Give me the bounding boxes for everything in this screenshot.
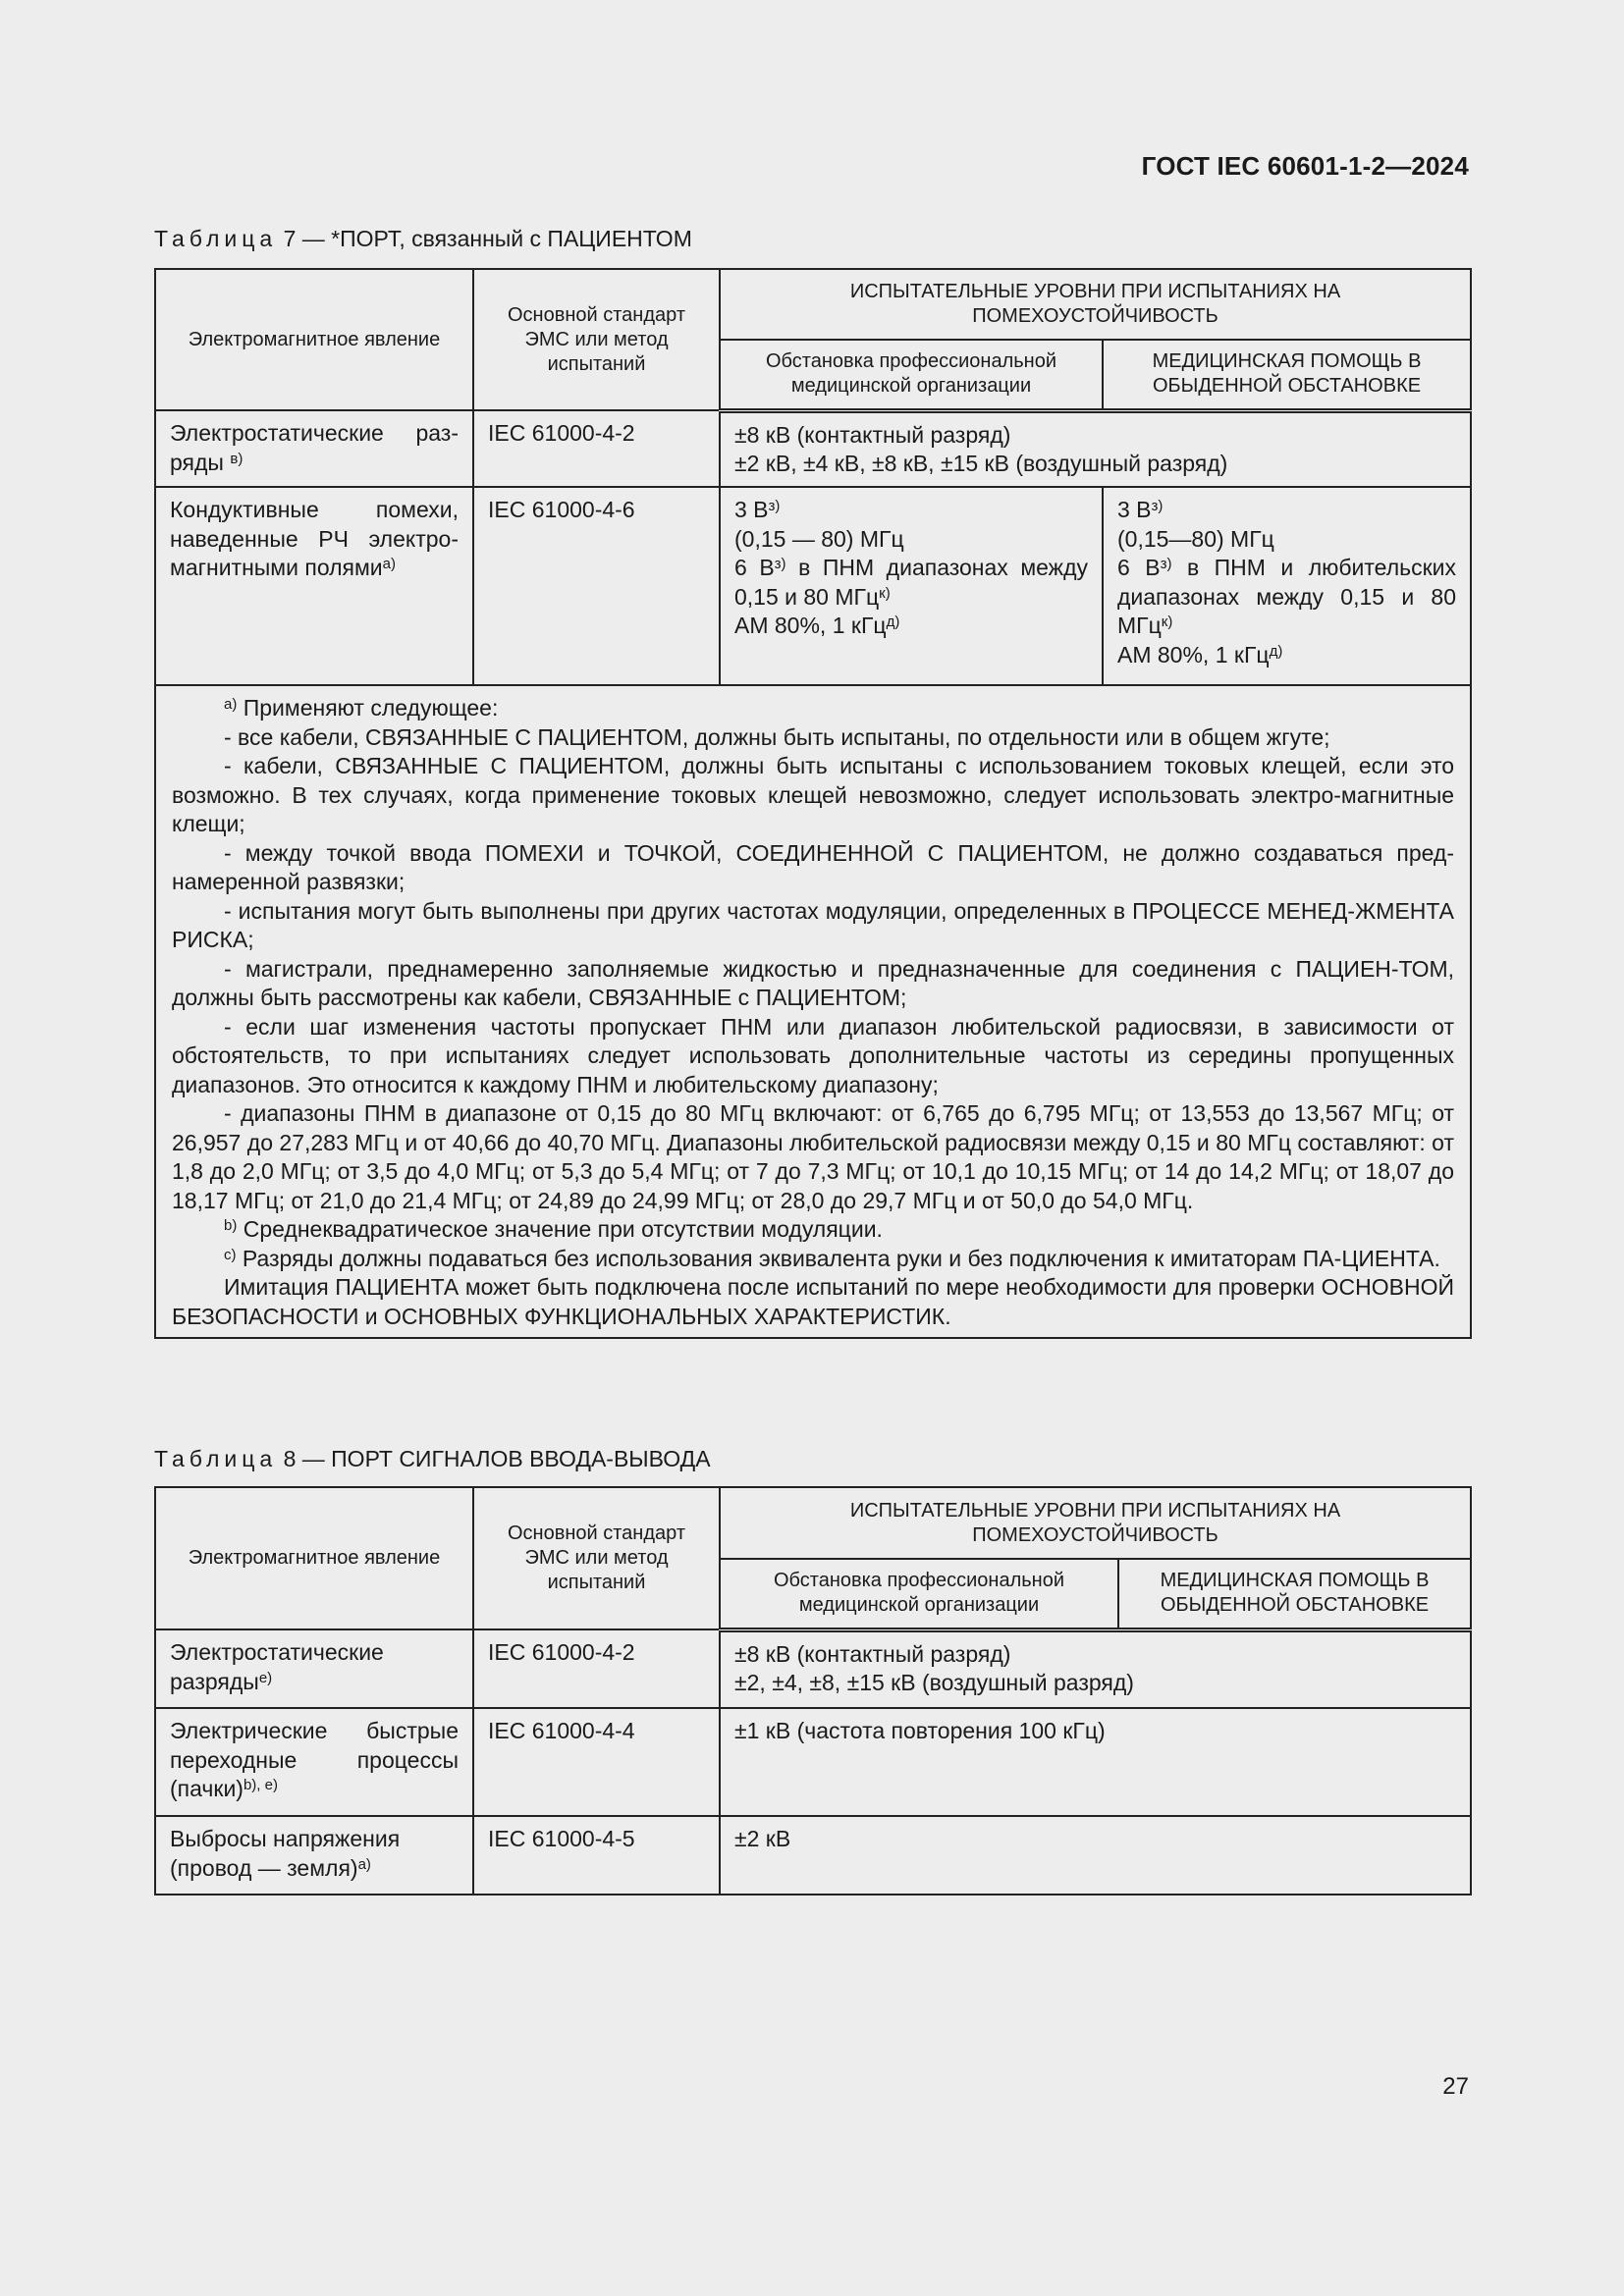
level-text: АМ 80%, 1 кГц (1117, 641, 1270, 667)
footnote-mark: з) (768, 498, 781, 514)
page-number: 27 (1442, 2073, 1469, 2100)
table7 (154, 268, 1472, 1339)
footnote-c (172, 1245, 1454, 1274)
table7-caption (154, 226, 692, 252)
level-text: 3 В (1117, 497, 1152, 522)
table7-head-home: МЕДИЦИНСКАЯ ПОМОЩЬ В ОБЫДЕННОЙ ОБСТАНОВКЕ (1103, 340, 1471, 410)
level-cell (720, 1816, 1471, 1895)
phenomenon-cell (155, 1708, 473, 1816)
footnote-mark: е) (258, 1669, 273, 1686)
table7-head-professional: Обстановка профессиональной медицинской организации (720, 340, 1103, 410)
table7-head-standard: Основной стандарт ЭМС или метод испытаний (473, 269, 720, 410)
table7-caption-title: 7 — *ПОРТ, связанный с ПАЦИЕНТОМ (277, 226, 692, 251)
footnote-mark: з) (774, 556, 786, 572)
level-text: 6 В (734, 555, 775, 580)
phenomenon-text: Электрические быстрые переходные процессы (пачки) (170, 1718, 459, 1801)
phenomenon-cell (155, 487, 473, 685)
footnote-a (172, 694, 1454, 723)
footnote-mark: b), е) (243, 1777, 278, 1793)
table8-caption-word: Таблица (154, 1446, 278, 1471)
table-row (155, 1708, 1471, 1816)
footnote-mark: b) (224, 1217, 238, 1234)
table8-head-levels: ИСПЫТАТЕЛЬНЫЕ УРОВНИ ПРИ ИСПЫТАНИЯХ НА ПОМЕХОУСТОЙЧИВОСТЬ (720, 1487, 1471, 1559)
footnote-item: - магистрали, преднамеренно заполняемые жидкостью и предназначенные для соединения с ПАЦИЕН-ТОМ, должны быть рассмотрены как кабели, СВЯЗАННЫЕ с ПАЦИЕНТОМ; (172, 955, 1455, 1010)
level-text: в ПНМ и любительских диапазонах между 0,15 и 80 МГц (1117, 555, 1457, 638)
standard-cell: IEC 61000-4-6 (473, 487, 720, 685)
table8-head-professional: Обстановка профессиональной медицинской организации (720, 1559, 1118, 1629)
standard-cell: IEC 61000-4-2 (473, 410, 720, 487)
footnote-item: - диапазоны ПНМ в диапазоне от 0,15 до 80 МГц включают: от 6,765 до 6,795 МГц; от 13,553 до 13,567 МГц; от 26,957 до 27,283 МГц и от 40,66 до 40,70 МГц. Диапазоны любительской радиосвязи между 0,15 и 80 МГц составляют: от 1,8 до 2,0 МГц; от 3,5 до 4,0 МГц; от 5,3 до 5,4 МГц; от 7 до 7,3 МГц; от 10,1 до 10,15 МГц; от 14 до 14,2 МГц; от 18,07 до 18,17 МГц; от 21,0 до 21,4 МГц; от 24,89 до 24,99 МГц; от 28,0 до 29,7 МГц и от 50,0 до 54,0 МГц. (172, 1100, 1455, 1213)
table7-caption-word: Таблица (154, 226, 278, 251)
table7-head-phenomenon: Электромагнитное явление (155, 269, 473, 410)
professional-level-cell (720, 487, 1103, 685)
phenomenon-cell (155, 1629, 473, 1708)
level-line: ±2 кВ (734, 1826, 791, 1851)
footnote-text: Среднеквадратическое значение при отсутствии модуляции. (237, 1216, 883, 1242)
level-line: ±1 кВ (частота повторения 100 кГц) (734, 1718, 1106, 1743)
footnote-mark: з) (1160, 556, 1172, 572)
table7-head-levels: ИСПЫТАТЕЛЬНЫЕ УРОВНИ ПРИ ИСПЫТАНИЯХ НА ПОМЕХОУСТОЙЧИВОСТЬ (720, 269, 1471, 340)
footnote-b (172, 1215, 1454, 1245)
footnote-mark: а) (357, 1855, 371, 1873)
footnote-mark: к) (1161, 614, 1173, 630)
phenomenon-cell (155, 1816, 473, 1895)
footnote-item: - испытания могут быть выполнены при других частотах модуляции, определенных в ПРОЦЕССЕ МЕНЕД-ЖМЕНТА РИСКА; (172, 897, 1455, 952)
table8-head-home: МЕДИЦИНСКАЯ ПОМОЩЬ В ОБЫДЕННОЙ ОБСТАНОВКЕ (1118, 1559, 1471, 1629)
phenomenon-text: Кондуктивные помехи, наведенные РЧ электро-магнитными полями (170, 497, 459, 580)
table-row (155, 410, 1471, 487)
level-line: ±2, ±4, ±8, ±15 кВ (воздушный разряд) (734, 1670, 1134, 1695)
footnote-last: Имитация ПАЦИЕНТА может быть подключена после испытаний по мере необходимости для проверки ОСНОВНОЙ БЕЗОПАСНОСТИ и ОСНОВНЫХ ФУНКЦИОНАЛЬНЫХ ХАРАКТЕРИСТИК. (172, 1274, 1455, 1329)
footnote-mark: з) (1151, 498, 1164, 514)
footnote-item: - все кабели, СВЯЗАННЫЕ С ПАЦИЕНТОМ, должны быть испытаны, по отдельности или в общем жгуте; (224, 723, 1330, 750)
home-level-cell (1103, 487, 1471, 685)
document-standard-header: ГОСТ IEC 60601-1-2—2024 (1141, 151, 1469, 181)
level-cell (720, 410, 1471, 487)
footnote-mark: д) (886, 614, 900, 630)
table8 (154, 1486, 1472, 1896)
standard-cell: IEC 61000-4-5 (473, 1816, 720, 1895)
table8-caption-title: 8 — ПОРТ СИГНАЛОВ ВВОДА-ВЫВОДА (277, 1446, 711, 1471)
standard-cell: IEC 61000-4-4 (473, 1708, 720, 1816)
footnote-text: Применяют следующее: (237, 695, 499, 721)
footnote-item: - если шаг изменения частоты пропускает ПНМ или диапазон любительской радиосвязи, в зависимости от обстоятельств, то при испытаниях следует использовать дополнительные частоты из середины пропущенных диапазонов. Это относится к каждому ПНМ и любительскому диапазону; (172, 1013, 1455, 1097)
standard-cell: IEC 61000-4-2 (473, 1629, 720, 1708)
phenomenon-text: Электростатические разряды (170, 1639, 384, 1694)
footnote-text: Разряды должны подаваться без использования эквивалента руки и без подключения к имитаторам ПА-ЦИЕНТА. (236, 1245, 1440, 1271)
phenomenon-text: Электростатические раз-ряды (170, 420, 459, 475)
level-text: 6 В (1117, 555, 1161, 580)
level-line: ±8 кВ (контактный разряд) (734, 1640, 1011, 1667)
footnote-mark: д) (1269, 642, 1283, 660)
level-cell (720, 1629, 1471, 1708)
level-text: в ПНМ диапазонах между 0,15 и 80 МГц (734, 555, 1088, 610)
phenomenon-text: Выбросы напряжения (провод — земля) (170, 1826, 401, 1881)
footnote-item: - кабели, СВЯЗАННЫЕ С ПАЦИЕНТОМ, должны быть испытаны с использованием токовых клещей, если это возможно. В тех случаях, когда применение токовых клещей невозможно, следует использовать электро-магнитные клещи; (172, 753, 1455, 836)
level-line: ±2 кВ, ±4 кВ, ±8 кВ, ±15 кВ (воздушный разряд) (734, 451, 1228, 476)
table8-caption (154, 1446, 711, 1472)
level-cell (720, 1708, 1471, 1816)
level-text: 3 В (734, 497, 769, 522)
footnote-item: - между точкой ввода ПОМЕХИ и ТОЧКОЙ, СОЕДИНЕННОЙ С ПАЦИЕНТОМ, не должно создаваться пред-намеренной развязки; (172, 839, 1455, 894)
table7-notes-row (155, 685, 1471, 1338)
level-text: (0,15 — 80) МГц (734, 525, 904, 552)
level-text: (0,15—80) МГц (1117, 525, 1274, 552)
footnote-mark: а) (224, 696, 238, 713)
table7-notes (155, 685, 1471, 1338)
table8-head-standard: Основной стандарт ЭМС или метод испытаний (473, 1487, 720, 1629)
table-row (155, 1816, 1471, 1895)
footnote-mark: а) (382, 556, 396, 572)
level-text: АМ 80%, 1 кГц (734, 613, 887, 638)
table-row (155, 487, 1471, 685)
footnote-mark: в) (230, 450, 244, 467)
footnote-mark: c) (224, 1246, 237, 1263)
phenomenon-cell (155, 410, 473, 487)
table-row (155, 1629, 1471, 1708)
level-line: ±8 кВ (контактный разряд) (734, 421, 1011, 448)
footnote-mark: к) (879, 584, 891, 602)
table8-head-phenomenon: Электромагнитное явление (155, 1487, 473, 1629)
